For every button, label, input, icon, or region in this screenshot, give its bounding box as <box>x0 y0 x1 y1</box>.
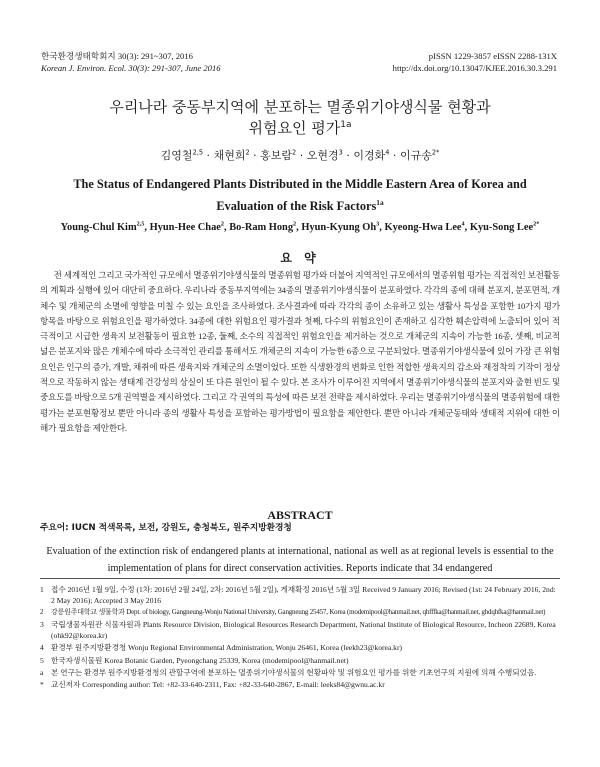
footnote-text: 국립생물자원관 식물자원과 Plants Resource Division, Biological Resources Research Department, National Institute of Biological Resource, Incheon 22689, Korea (ohk92@korea.kr) <box>51 620 556 641</box>
footnote-mark: * <box>40 679 44 689</box>
footnote-text: 환경부 원주지방환경청 Wonju Regional Environmental Administration, Wonju 26461, Korea (leekh23@korea.kr) <box>51 643 403 653</box>
author-en: Hyun-Kyung Oh <box>301 222 377 233</box>
author-en: Young-Chul Kim <box>60 222 137 233</box>
english-title-sup: 1a <box>376 197 384 207</box>
journal-citation-en: Korean J. Environ. Ecol. 30(3): 291-307, June 2016 <box>41 63 221 73</box>
author-affil-sup: 2 <box>292 148 297 157</box>
footnote-mark: 2 <box>40 608 44 617</box>
footnote-text: 강릉원주대학교 생물학과 Dept. of biology, Gangneung-Wonju National University, Gangneung 25457, Korea (modemipool@hanmail.net, qhfffka@hanmail.net, ghdqhfka@hanmail.net) <box>51 608 546 617</box>
author-kr: 이규송 <box>399 149 432 162</box>
english-title-line1: The Status of Endangered Plants Distributed in the Middle Eastern Area of Korea and <box>73 177 527 191</box>
abstract-heading: ABSTRACT <box>267 508 333 522</box>
author-en: Kyeong-Hwa Lee <box>384 222 462 233</box>
footnote-text: 접수 2016년 1월 9일, 수정 (1차: 2016년 2월 24일, 2차: 2016년 5월 2일), 게재확정 2016년 5월 3일 Received 9 January 2016; Revised (1st: 24 February 2016, 2nd: 2 May 2016); Accepted 3 May 2016 <box>51 585 556 606</box>
footnote-text: 한국자생식물원 Korea Botanic Garden, Pyeongchang 25339, Korea (modemipool@hanmail.net) <box>51 655 349 665</box>
journal-identifiers <box>393 50 557 74</box>
author-affil-sup: 2,5 <box>192 148 204 157</box>
author-kr: 오현경 <box>306 149 339 162</box>
english-abstract: Evaluation of the extinction risk of endangered plants at international, national as well as at regional levels is essential to the implementation of plans for direct conservation activities. Reports indicate that 34 endangered <box>46 546 554 574</box>
korean-title-line2: 위험요인 평가 <box>248 119 341 137</box>
author-kr: 홍보람 <box>260 149 293 162</box>
korean-abstract: 전 세계적인 그리고 국가적인 규모에서 멸종위기야생식물의 멸종위험 평가와 더불어 지역적인 규모에서의 멸종위험 평가는 직접적인 보전활동의 계획과 실행에 있어 대단히 중요하다. 우리나라 중동부지역에는 34종의 멸종위기야생식물이 분포하였다. 각각의 종에 대해 분포지, 분포면적, 개체수 및 개체군의 소멸에 영향을 미칠 수 있는 요인을 조사하였다. 조사결과에 따라 각각의 종이 소유하고 있는 생활사 특성을 포함한 10가지 평가항목을 바탕으로 위험요인을 평가하였다. 34종에 대한 위험요인 평가결과 첫째, 다수의 위험요인이 존재하고 심각한 훼손압력에 노출되어 있어 적극적이고 시급한 생육지 보전활동이 필요한 12종, 둘째, 소수의 직접적인 위험요인을 제거하는 것으로 개체군의 지속이 가능한 16종, 셋째, 비교적 넓은 분포지와 많은 개체수에 따라 소극적인 관리를 통해서도 개체군의 지속이 가능한 6종으로 구분되었다. 멸종위기야생식물에 있어 가장 큰 위험요인은 인구의 증가, 개발, 채취에 따른 생육지와 개체군의 소멸이었다. 또한 식생환경의 변화로 인한 적합한 생육지의 감소와 재정착의 기작이 정상적으로 작동하지 않는 생태계 건강성의 상실이 또 다른 원인이 될 수 있다. 본 조사가 이루어진 지역에서 멸종위기야생식물의 분포지와 출현 빈도 및 중요도를 바탕으로 5개 권역별을 제시하였다. 그리고 각 권역의 특성에 따른 보전 전략을 제시하였다. 우리는 멸종위기야생식물의 멸종위험에 대한 평가는 분포현황정보 뿐만 아니라 종의 생활사 특성을 포함하는 평가방법이 필요함을 제안한다. 뿐만 아니라 개체군동태와 생태적 지위에 대한 이해가 필요함을 제안한다. <box>40 270 560 433</box>
korean-authors: 김영철$^{2,5}$ · 채현희$^2$ · 홍보람$^2$ · 오현경$^3$ · 이경화$^4$ · 이규송$^{2*}$ <box>160 148 440 162</box>
author-affil-sup: 2 <box>293 220 297 228</box>
footnote <box>40 607 560 618</box>
keywords: 주요어: IUCN 적색목록, 보전, 강원도, 충청북도, 원주지방환경청 <box>40 523 292 533</box>
author-affil-sup: 4 <box>461 220 465 228</box>
journal-citation <box>41 50 221 74</box>
korean-title <box>60 97 540 139</box>
footnote-divider <box>40 578 560 579</box>
author-affil-sup: 2* <box>431 148 440 157</box>
author-affil-sup: 2* <box>533 220 540 228</box>
footnotes <box>40 584 560 691</box>
footnote <box>40 619 560 641</box>
footnote <box>40 667 560 678</box>
author-en: Bo-Ram Hong <box>229 222 294 233</box>
journal-citation-kr: 한국환경생태학회지 30(3): 291~307, 2016 <box>41 51 193 61</box>
footnote-text: 본 연구는 환경부 원주지방환경청의 관할구역에 분포하는 멸종위기야생식물의 현황파악 및 위험요인 평가를 위한 기초연구의 지원에 의해 수행되었음. <box>51 667 537 677</box>
footnote-text: 교신저자 Corresponding author: Tel: +82-33-640-2311, Fax: +82-33-640-2867, E-mail: leeks84@gwnu.ac.kr <box>51 679 385 689</box>
author-kr: 채현희 <box>213 149 246 162</box>
author-en: Hyun-Hee Chae <box>149 222 221 233</box>
korean-title-sup: 1a <box>340 120 352 130</box>
doi-link[interactable]: http://dx.doi.org/10.13047/KJEE.2016.30.3.291 <box>392 63 557 73</box>
footnote <box>40 584 560 606</box>
author-affil-sup: 2,5 <box>136 220 145 228</box>
footnote-mark: 3 <box>40 620 44 630</box>
author-affil-sup: 3 <box>376 220 380 228</box>
footnote-mark: 4 <box>40 643 44 653</box>
english-title-line2: Evaluation of the Risk Factors <box>216 199 377 213</box>
author-affil-sup: 4 <box>385 148 390 157</box>
author-affil-sup: 2 <box>220 220 225 228</box>
footnote-mark: 1 <box>40 585 44 594</box>
issn: pISSN 1229-3857 eISSN 2288-131X <box>428 51 557 61</box>
english-title <box>40 173 560 217</box>
author-affil-sup: 2 <box>245 148 250 157</box>
author-en: Kyu-Song Lee <box>469 222 534 233</box>
footnote-mark: 5 <box>40 655 44 665</box>
english-authors: Young-Chul Kim$^{2,5}$, Hyun-Hee Chae$^2$, Bo-Ram Hong$^2$, Hyun-Kyung Oh$^3$, Kyeong-Hwa Lee$^4$, Kyu-Song Lee$^{2*}$ <box>60 220 540 233</box>
footnote <box>40 655 560 666</box>
footnote <box>40 642 560 653</box>
korean-abstract-heading: 요 약 <box>280 251 320 265</box>
footnote-mark: a <box>40 667 44 677</box>
footnote <box>40 679 560 690</box>
korean-title-line1: 우리나라 중동부지역에 분포하는 멸종위기야생식물 현황과 <box>109 98 491 116</box>
author-kr: 이경화 <box>353 149 386 162</box>
author-kr: 김영철 <box>160 149 193 162</box>
author-affil-sup: 3 <box>338 148 343 157</box>
